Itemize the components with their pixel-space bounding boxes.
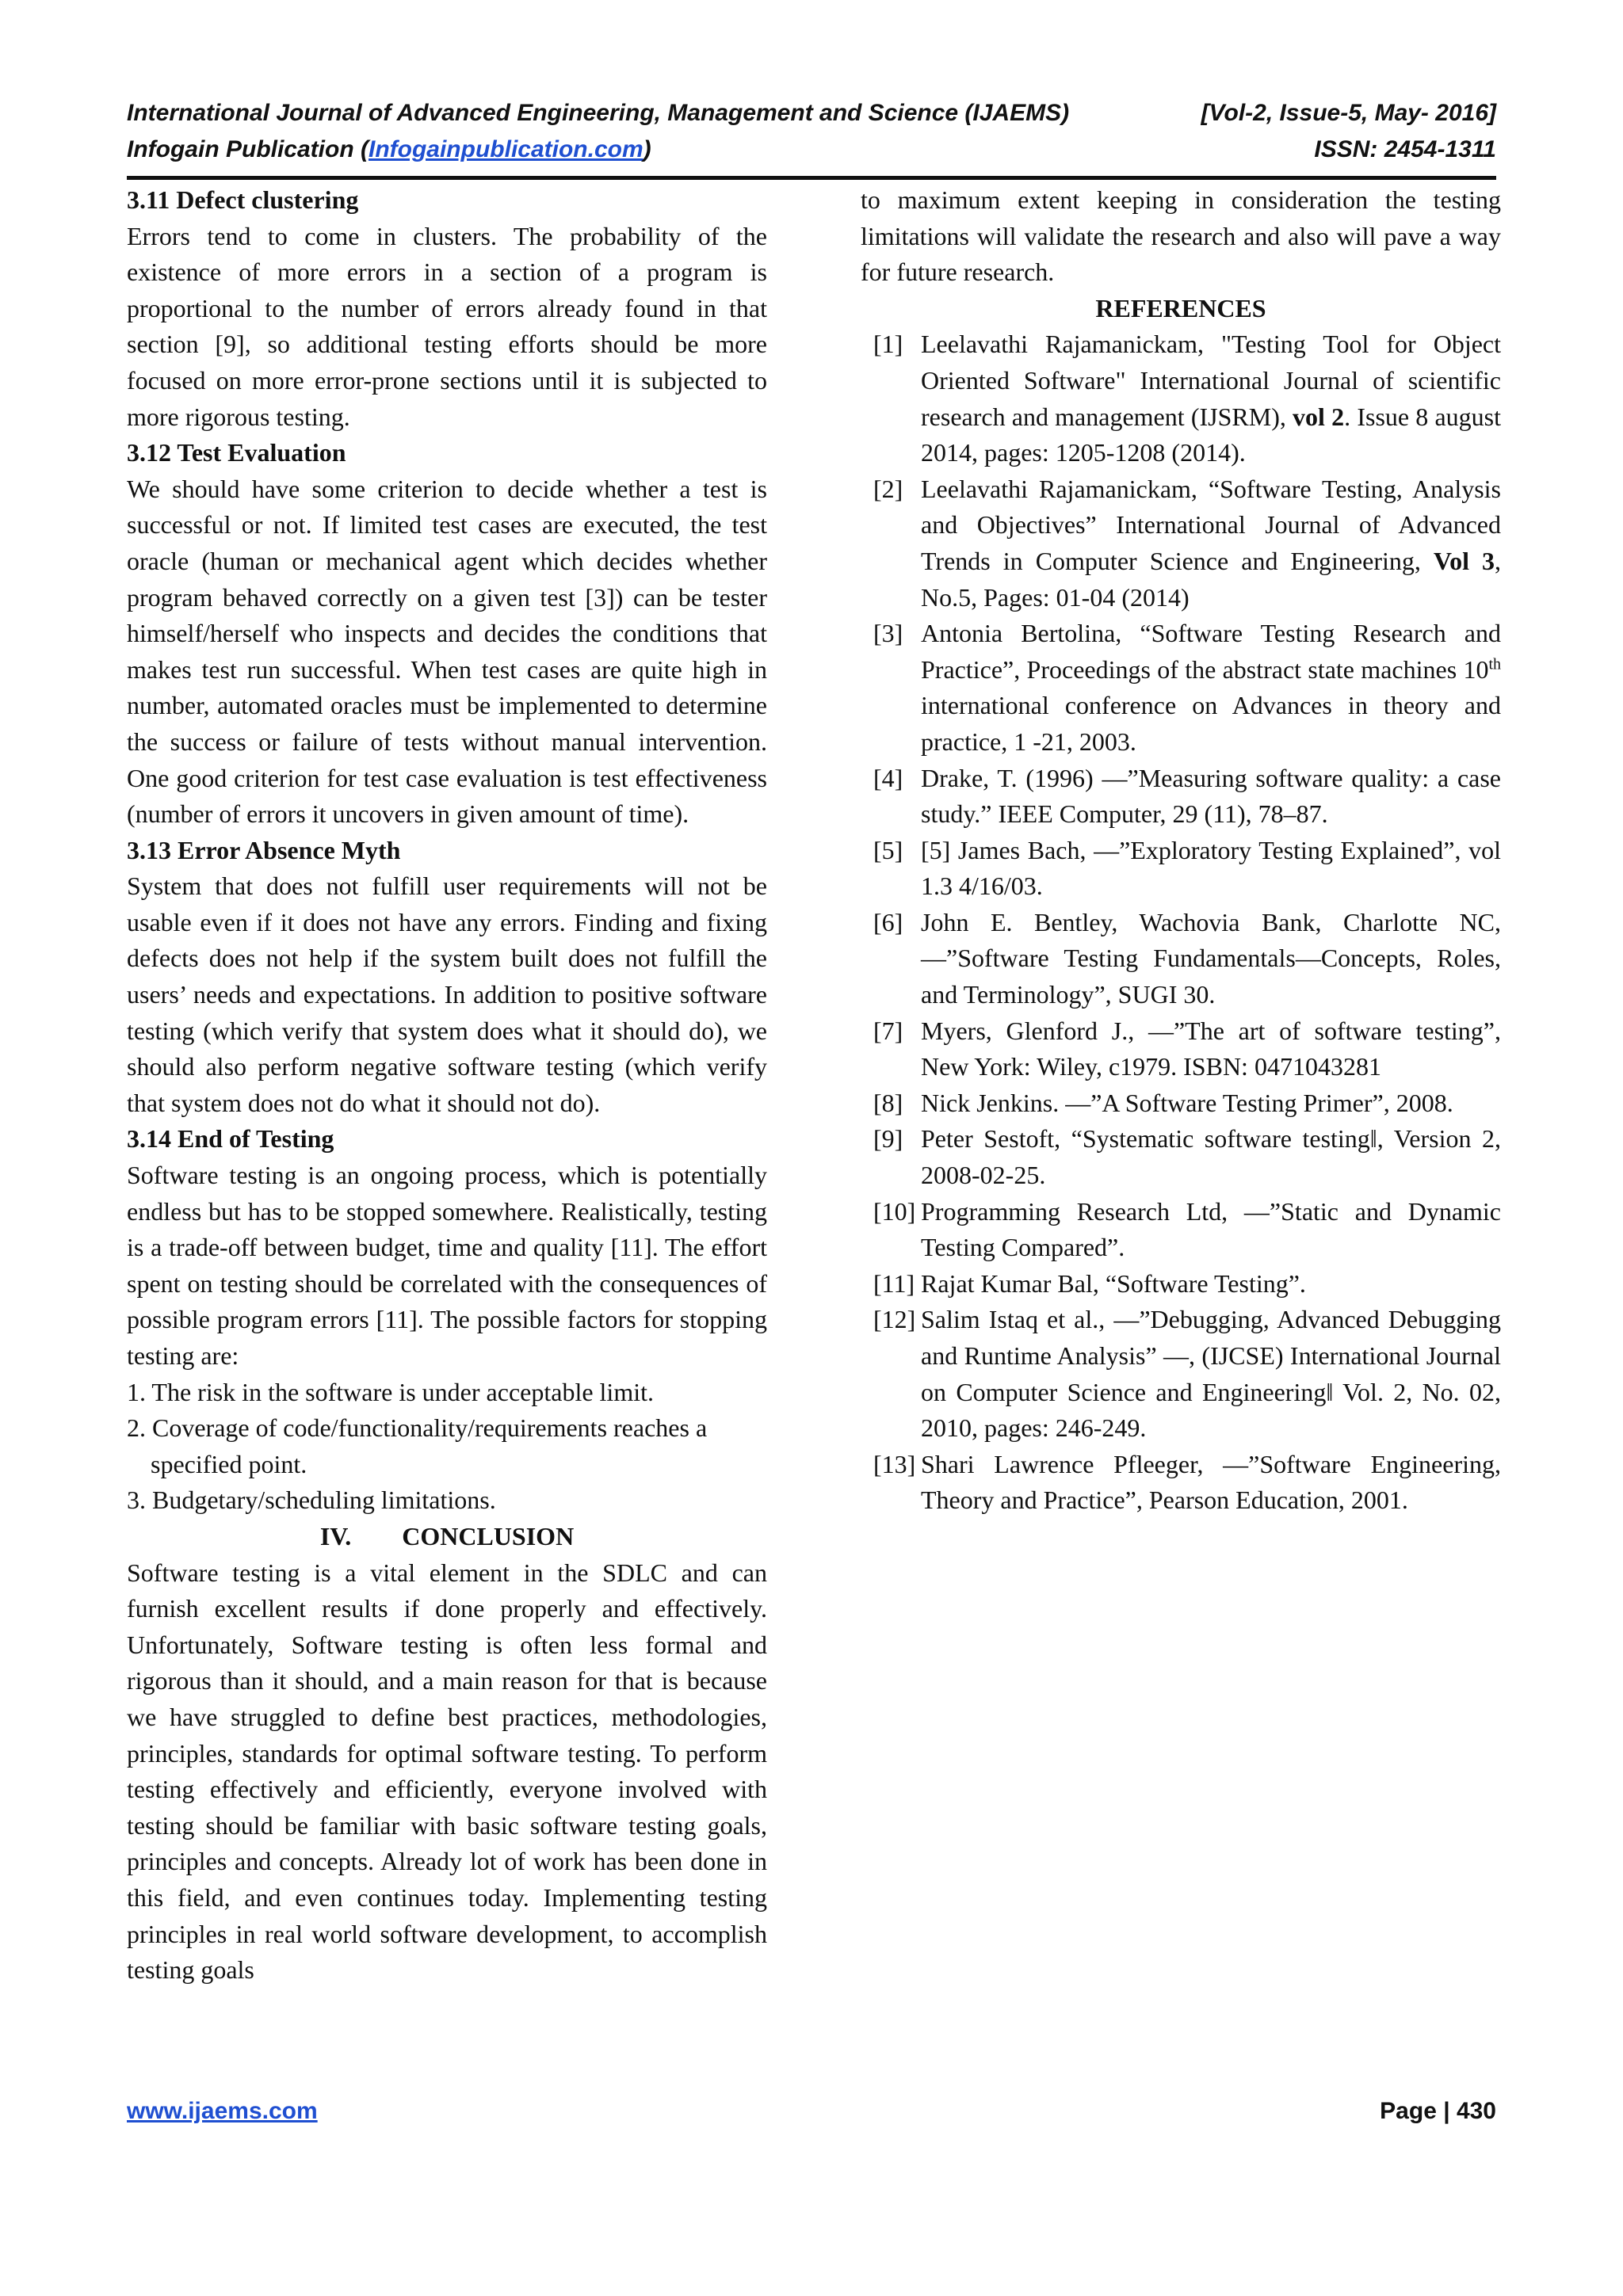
reference-number: [10] — [873, 1196, 916, 1226]
reference-item — [861, 1194, 1501, 1266]
reference-number: [4] — [873, 763, 903, 792]
conclusion-number: IV. — [319, 1521, 352, 1550]
references-heading: REFERENCES — [1095, 293, 1266, 322]
section-body-3-12: We should have some criterion to decide whether a test is successful or not. If limited test cases are executed, the test oracle (human or mechanical agent which decides whether program behaved correctly on a given test [3]) can be tester himself/herself who inspects and decides the conditions that makes test run successful. When test cases are quite high in number, automated oracles must be implemented to determine the success or failure of tests without manual intervention. One good criterion for test case evaluation is test effectiveness (number of errors it uncovers in given amount of time). — [127, 474, 767, 829]
reference-item — [861, 1302, 1501, 1446]
conclusion-heading — [127, 1519, 767, 1555]
header-rule — [127, 176, 1496, 180]
reference-text: Programming Research Ltd, ―”Static and Dynamic Testing Compared”. — [921, 1196, 1501, 1262]
reference-number: [3] — [873, 619, 903, 648]
reference-number: [7] — [873, 1016, 903, 1045]
reference-text: Leelavathi Rajamanickam, "Testing Tool for Object Oriented Software" International Journal of scientific research and management (IJSRM), vol 2. Issue 8 august 2014, pages: 1205-1208 (2014). — [921, 330, 1502, 467]
reference-item — [861, 905, 1501, 1013]
reference-item — [861, 1266, 1501, 1302]
reference-text: Drake, T. (1996) ―”Measuring software quality: a case study.” IEEE Computer, 29 (11), 78–87. — [921, 763, 1501, 829]
website-link[interactable]: www.ijaems.com — [127, 2098, 318, 2124]
reference-number: [11] — [873, 1268, 915, 1298]
reference-number: [6] — [873, 907, 903, 936]
section-body-3-13: System that does not fulfill user requirements will not be usable even if it does not have any errors. Finding and fixing defects does not help if the system built does not fulfill the users’ needs and expectations. In addition to positive software testing (which verify that system does what it should do), we should also perform negative software testing (which verify that system does not do what it should not do). — [127, 871, 767, 1117]
reference-list — [861, 326, 1501, 1519]
conclusion-continuation: to maximum extent keeping in consideration the testing limitations will validate the research and also will pave a way for future research. — [861, 185, 1501, 287]
list-item: 2. Coverage of code/functionality/requirements reaches a specified point. — [127, 1413, 708, 1478]
list-item: 1. The risk in the software is under acceptable limit. — [127, 1377, 654, 1406]
reference-text: Shari Lawrence Pfleeger, ―”Software Engineering, Theory and Practice”, Pearson Education, 2001. — [921, 1449, 1501, 1515]
section-heading-3-13: 3.13 Error Absence Myth — [127, 835, 401, 864]
section-body-3-11: Errors tend to come in clusters. The probability of the existence of more errors in a section of a program is proportional to the number of errors already found in that section [9], so additional testing efforts should be more focused on more error-prone sections until it is subjected to more rigorous testing. — [127, 221, 767, 431]
reference-text: [5] James Bach, ―”Exploratory Testing Explained”, vol 1.3 4/16/03. — [921, 835, 1501, 901]
page-number: Page | 430 — [1380, 2098, 1496, 2124]
issn: ISSN: 2454-1311 — [1314, 136, 1496, 162]
reference-item — [861, 1447, 1501, 1519]
list-item: 3. Budgetary/scheduling limitations. — [127, 1486, 496, 1515]
section-body-3-14: Software testing is an ongoing process, which is potentially endless but has to be stopped somewhere. Realistically, testing is a trade-off between budget, time and quality [11]. The effort spent on testing should be correlated with the consequences of possible program errors [11]. The possible factors for stopping testing are: — [127, 1161, 767, 1370]
journal-name: International Journal of Advanced Engineering, Management and Science (IJAEMS) — [127, 100, 1070, 126]
section-heading-3-12: 3.12 Test Evaluation — [127, 438, 346, 467]
reference-item — [861, 761, 1501, 833]
section-heading-3-14: 3.14 End of Testing — [127, 1124, 334, 1154]
reference-text: John E. Bentley, Wachovia Bank, Charlotte NC, ―”Software Testing Fundamentals—Concepts, Roles, and Terminology”, SUGI 30. — [921, 907, 1501, 1009]
publisher-prefix: Infogain Publication ( — [127, 136, 369, 162]
section-heading-3-11: 3.11 Defect clustering — [127, 185, 359, 214]
conclusion-title: CONCLUSION — [402, 1521, 575, 1550]
right-column — [861, 182, 1501, 1519]
running-header — [127, 100, 1496, 127]
page-footer — [127, 2098, 1496, 2125]
reference-text: Antonia Bertolina, “Software Testing Research and Practice”, Proceedings of the abstract state machines 10th international conference on Advances in theory and practice, 1 -21, 2003. — [921, 619, 1501, 756]
conclusion-body: Software testing is a vital element in the SDLC and can furnish excellent results if done properly and effectively. Unfortunately, Software testing is often less formal and rigorous than it should, and a main reason for that is because we have struggled to define best practices, methodologies, principles, standards for optimal software testing. To perform testing effectively and efficiently, everyone involved with testing should be familiar with basic software testing goals, principles and concepts. Already lot of work has been done in this field, and even continues today. Implementing testing principles in real world software development, to accomplish testing goals — [127, 1558, 767, 1985]
reference-number: [8] — [873, 1088, 903, 1117]
volume-issue: [Vol-2, Issue-5, May- 2016] — [1201, 100, 1496, 126]
reference-number: [9] — [873, 1124, 903, 1154]
reference-number: [5] — [873, 835, 903, 864]
reference-item — [861, 326, 1501, 471]
reference-item — [861, 471, 1501, 616]
reference-item — [861, 616, 1501, 760]
reference-number: [2] — [873, 474, 903, 503]
left-column — [127, 182, 767, 1989]
reference-item — [861, 833, 1501, 905]
reference-number: [13] — [873, 1449, 916, 1478]
reference-number: [1] — [873, 330, 903, 359]
publisher-header — [127, 136, 1496, 163]
reference-text: Salim Istaq et al., ―”Debugging, Advanced Debugging and Runtime Analysis” ―, (IJCSE) International Journal on Computer Science and Engineering‖ Vol. 2, No. 02, 2010, pages: 246-249. — [921, 1305, 1501, 1443]
reference-text: Rajat Kumar Bal, “Software Testing”. — [921, 1268, 1306, 1298]
reference-text: Leelavathi Rajamanickam, “Software Testing, Analysis and Objectives” International Journal of Advanced Trends in Computer Science and Engineering, Vol 3, No.5, Pages: 01-04 (2014) — [921, 474, 1502, 612]
reference-item — [861, 1085, 1501, 1122]
publisher-link[interactable]: Infogainpublication.com — [368, 136, 643, 162]
reference-text: Peter Sestoft, “Systematic software testing‖, Version 2, 2008-02-25. — [921, 1124, 1501, 1190]
reference-text: Nick Jenkins. ―”A Software Testing Primer”, 2008. — [921, 1088, 1453, 1117]
publisher-suffix: ) — [643, 136, 651, 162]
reference-number: [12] — [873, 1305, 916, 1334]
reference-text: Myers, Glenford J., ―”The art of software testing”, New York: Wiley, c1979. ISBN: 0471043281 — [921, 1016, 1501, 1081]
reference-item — [861, 1013, 1501, 1085]
reference-item — [861, 1121, 1501, 1193]
